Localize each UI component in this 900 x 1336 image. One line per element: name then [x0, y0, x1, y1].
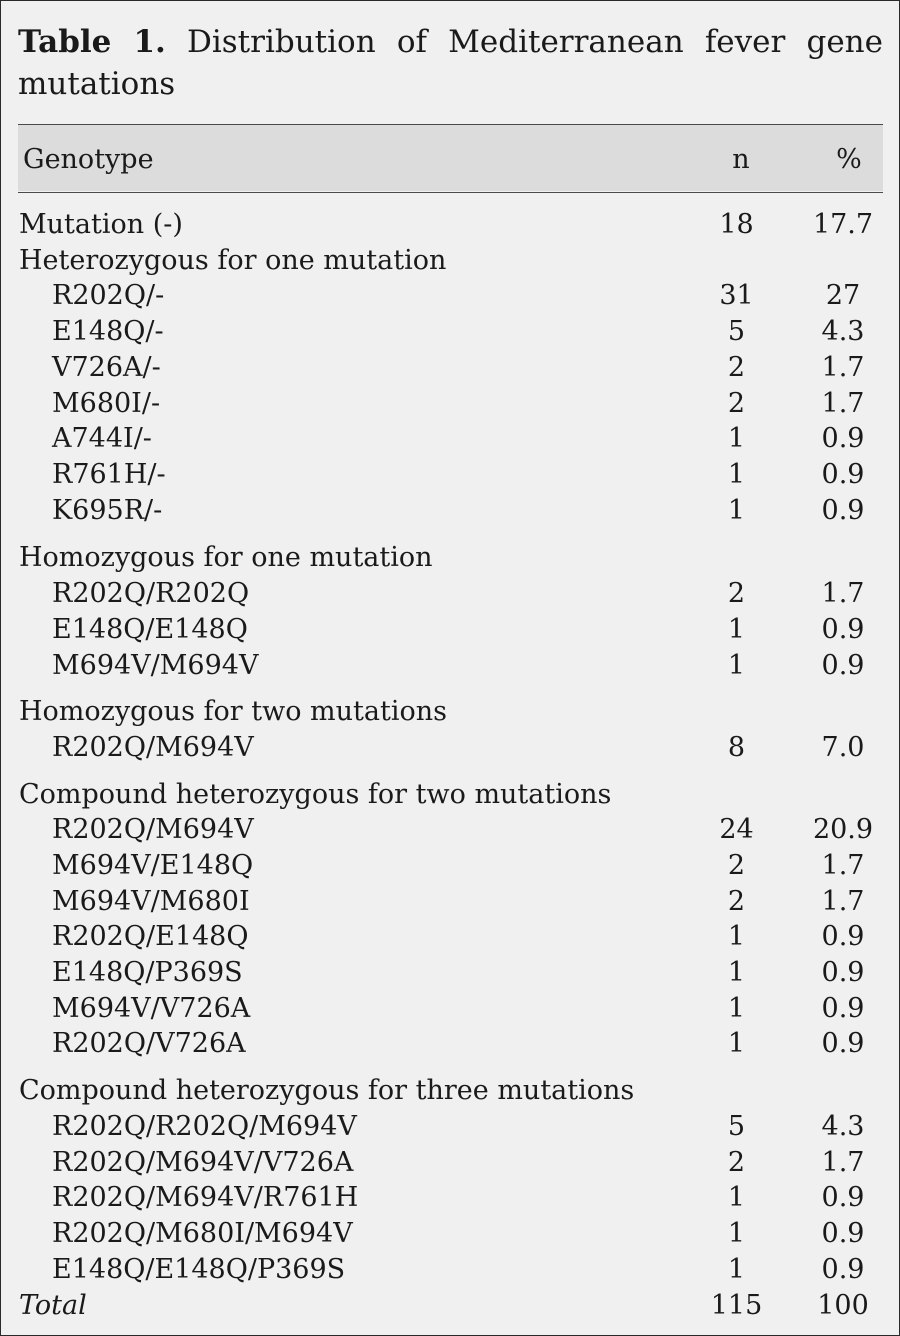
- genotype-cell: Compound heterozygous for two mutations: [19, 779, 612, 810]
- percent-cell: 17.7: [812, 209, 874, 240]
- percent-cell: 0.9: [821, 1028, 865, 1059]
- percent-cell: 0.9: [821, 957, 865, 988]
- percent-cell: 1.7: [821, 352, 865, 383]
- count-cell: 115: [710, 1290, 763, 1321]
- count-cell: 2: [727, 352, 746, 383]
- genotype-cell: R202Q/R202Q: [52, 578, 250, 609]
- table-row: [1, 278, 899, 314]
- percent-cell: 0.9: [821, 993, 865, 1024]
- genotype-cell: Total: [19, 1290, 87, 1321]
- count-cell: 1: [727, 459, 746, 490]
- count-cell: 1: [727, 614, 746, 645]
- genotype-cell: R202Q/-: [52, 280, 165, 311]
- table-row: [1, 848, 899, 884]
- table-row: [1, 350, 899, 386]
- count-cell: 1: [727, 423, 746, 454]
- genotype-cell: K695R/-: [52, 495, 163, 526]
- count-cell: 1: [727, 1182, 746, 1213]
- count-cell: 2: [727, 1147, 746, 1178]
- table-row: [1, 457, 899, 493]
- count-cell: 1: [727, 495, 746, 526]
- percent-cell: 4.3: [821, 1111, 865, 1142]
- genotype-cell: R202Q/V726A: [52, 1028, 246, 1059]
- table-row: [1, 314, 899, 350]
- genotype-cell: R202Q/M680I/M694V: [52, 1218, 353, 1249]
- genotype-cell: Homozygous for two mutations: [19, 696, 447, 727]
- count-cell: 1: [727, 993, 746, 1024]
- count-cell: 1: [727, 1254, 746, 1285]
- genotype-cell: M680I/-: [52, 388, 161, 419]
- table-row: [1, 694, 899, 730]
- table-row: [1, 955, 899, 991]
- count-cell: 31: [719, 280, 754, 311]
- percent-cell: 27: [825, 280, 861, 311]
- percent-cell: 0.9: [821, 1218, 865, 1249]
- percent-cell: 100: [817, 1290, 869, 1321]
- genotype-cell: Compound heterozygous for three mutations: [19, 1075, 635, 1106]
- count-cell: 2: [727, 886, 746, 917]
- percent-cell: 1.7: [821, 850, 865, 881]
- table-caption: [18, 21, 883, 105]
- count-cell: 1: [727, 650, 746, 681]
- table-row: [1, 1073, 899, 1109]
- genotype-cell: Homozygous for one mutation: [19, 542, 433, 573]
- table-row: [1, 207, 899, 243]
- table-row: [1, 777, 899, 813]
- table-label: Table 1.: [18, 24, 166, 60]
- genotype-cell: R202Q/M694V/R761H: [52, 1182, 359, 1213]
- table-row: [1, 1180, 899, 1216]
- table-row: [1, 730, 899, 766]
- genotype-cell: E148Q/-: [52, 316, 164, 347]
- genotype-cell: R761H/-: [52, 459, 166, 490]
- count-cell: 2: [727, 388, 746, 419]
- table-row: [1, 576, 899, 612]
- table-title: Distribution of Mediterranean fever gene mutations: [18, 24, 883, 102]
- genotype-cell: E148Q/E148Q/P369S: [52, 1254, 346, 1285]
- table-row: [1, 1252, 899, 1288]
- genotype-cell: M694V/M694V: [52, 650, 259, 681]
- genotype-cell: R202Q/R202Q/M694V: [52, 1111, 357, 1142]
- genotype-cell: E148Q/P369S: [52, 957, 243, 988]
- genotype-cell: E148Q/E148Q: [52, 614, 248, 645]
- percent-cell: 0.9: [821, 459, 865, 490]
- percent-cell: 1.7: [821, 578, 865, 609]
- percent-cell: 4.3: [821, 316, 865, 347]
- count-cell: 2: [727, 578, 746, 609]
- genotype-cell: A744I/-: [52, 423, 152, 454]
- count-cell: 5: [727, 1111, 746, 1142]
- percent-cell: 0.9: [821, 1182, 865, 1213]
- count-cell: 1: [727, 957, 746, 988]
- percent-cell: 1.7: [821, 388, 865, 419]
- percent-cell: 0.9: [821, 1254, 865, 1285]
- count-cell: 5: [727, 316, 746, 347]
- percent-cell: 7.0: [821, 732, 865, 763]
- percent-cell: 0.9: [821, 423, 865, 454]
- percent-cell: 0.9: [821, 921, 865, 952]
- table-row: [1, 1109, 899, 1145]
- header-rule: [18, 192, 883, 193]
- genotype-cell: M694V/V726A: [52, 993, 251, 1024]
- table-row: [1, 493, 899, 529]
- genotype-cell: R202Q/M694V: [52, 814, 254, 845]
- table-row: [1, 648, 899, 684]
- genotype-cell: Mutation (-): [19, 209, 183, 240]
- percent-cell: 0.9: [821, 650, 865, 681]
- table-row: [1, 991, 899, 1027]
- count-cell: 2: [727, 850, 746, 881]
- genotype-cell: M694V/E148Q: [52, 850, 254, 881]
- genotype-cell: R202Q/E148Q: [52, 921, 249, 952]
- percent-cell: 0.9: [821, 495, 865, 526]
- table-row: [1, 421, 899, 457]
- table-row: [1, 1216, 899, 1252]
- percent-cell: 1.7: [821, 1147, 865, 1178]
- table-row: [1, 919, 899, 955]
- header-percent: %: [836, 144, 862, 175]
- table-row: [1, 243, 899, 279]
- count-cell: 24: [719, 814, 754, 845]
- table-row: [1, 884, 899, 920]
- table-row: [1, 1288, 899, 1324]
- genotype-cell: M694V/M680I: [52, 886, 250, 917]
- count-cell: 1: [727, 1028, 746, 1059]
- header-genotype: Genotype: [23, 144, 154, 175]
- table-row: [1, 812, 899, 848]
- count-cell: 8: [727, 732, 746, 763]
- genotype-cell: V726A/-: [52, 352, 161, 383]
- table-row: [1, 1145, 899, 1181]
- genotype-cell: Heterozygous for one mutation: [19, 245, 447, 276]
- table-row: [1, 540, 899, 576]
- percent-cell: 0.9: [821, 614, 865, 645]
- count-cell: 1: [727, 1218, 746, 1249]
- count-cell: 1: [727, 921, 746, 952]
- table-row: [1, 386, 899, 422]
- table-row: [1, 1026, 899, 1062]
- genotype-cell: R202Q/M694V/V726A: [52, 1147, 354, 1178]
- percent-cell: 1.7: [821, 886, 865, 917]
- table-row: [1, 612, 899, 648]
- count-cell: 18: [719, 209, 754, 240]
- percent-cell: 20.9: [812, 814, 874, 845]
- header-n: n: [732, 144, 750, 175]
- genotype-cell: R202Q/M694V: [52, 732, 254, 763]
